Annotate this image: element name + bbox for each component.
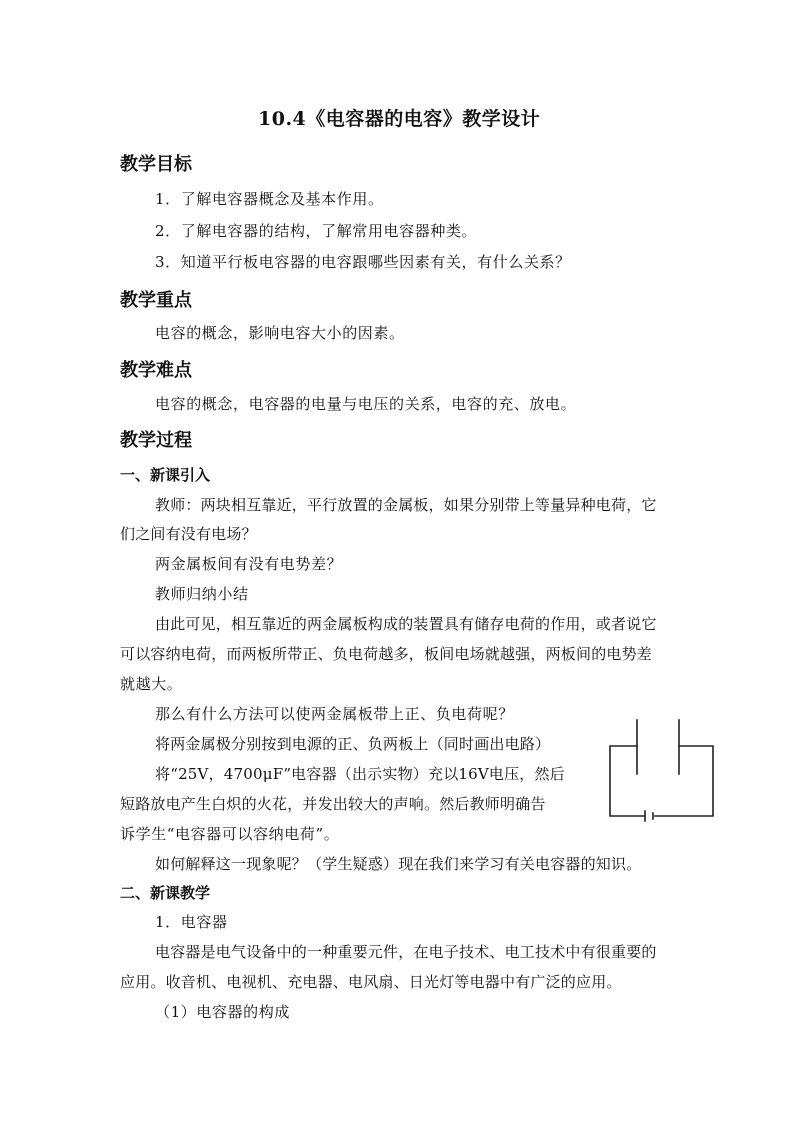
intro-line: 两金属板间有没有电势差？ <box>155 555 343 573</box>
intro-line: 教师归纳小结 <box>155 585 249 603</box>
key-points-text: 电容的概念，影响电容大小的因素。 <box>155 324 405 342</box>
intro-line: 教师：两块相互靠近，平行放置的金属板，如果分别带上等量异种电荷，它 <box>155 496 657 514</box>
intro-line: 们之间有没有电场？ <box>120 525 257 543</box>
heading-key-points: 教学重点 <box>120 290 192 311</box>
intro-line: 短路放电产生白炽的火花，并发出较大的声响。然后教师明确告 <box>120 795 546 813</box>
heading-intro: 一、新课引入 <box>120 466 211 484</box>
objective-item: 2．了解电容器的结构，了解常用电容器种类。 <box>155 222 478 240</box>
lesson-line: （1）电容器的构成 <box>155 1003 290 1021</box>
heading-new-lesson: 二、新课教学 <box>120 884 211 902</box>
intro-line: 如何解释这一现象呢？（学生疑惑）现在我们来学习有关电容器的知识。 <box>155 855 642 873</box>
objective-item: 3．知道平行板电容器的电容跟哪些因素有关，有什么关系？ <box>155 253 571 271</box>
intro-line: 就越大。 <box>120 675 183 693</box>
intro-line: 将两金属极分别按到电源的正、负两板上（同时画出电路） <box>155 735 551 753</box>
intro-line: 将“25V，4700μF”电容器（出示实物）充以16V电压，然后 <box>155 765 565 783</box>
heading-process: 教学过程 <box>120 430 192 451</box>
objective-item: 1．了解电容器概念及基本作用。 <box>155 190 384 208</box>
intro-line: 那么有什么方法可以使两金属板带上正、负电荷呢？ <box>155 705 514 723</box>
circuit-wire-left <box>610 746 645 816</box>
capacitor-circuit-icon <box>600 716 720 826</box>
intro-line: 由此可见，相互靠近的两金属板构成的装置具有储存电荷的作用，或者说它 <box>155 615 657 633</box>
heading-objectives: 教学目标 <box>120 154 192 175</box>
intro-line: 诉学生“电容器可以容纳电荷”。 <box>120 825 340 843</box>
circuit-wire-right <box>655 746 713 816</box>
document-title: 10.4《电容器的电容》教学设计 <box>258 108 541 130</box>
intro-line: 可以容纳电荷，而两板所带正、负电荷越多，板间电场就越强，两板间的电势差 <box>120 645 653 663</box>
lesson-line: 电容器是电气设备中的一种重要元件，在电子技术、电工技术中有很重要的 <box>155 943 657 961</box>
heading-difficulties: 教学难点 <box>120 360 192 381</box>
difficulties-text: 电容的概念，电容器的电量与电压的关系，电容的充、放电。 <box>155 395 577 413</box>
lesson-line: 1．电容器 <box>155 913 228 931</box>
lesson-line: 应用。收音机、电视机、充电器、电风扇、日光灯等电器中有广泛的应用。 <box>120 973 622 991</box>
